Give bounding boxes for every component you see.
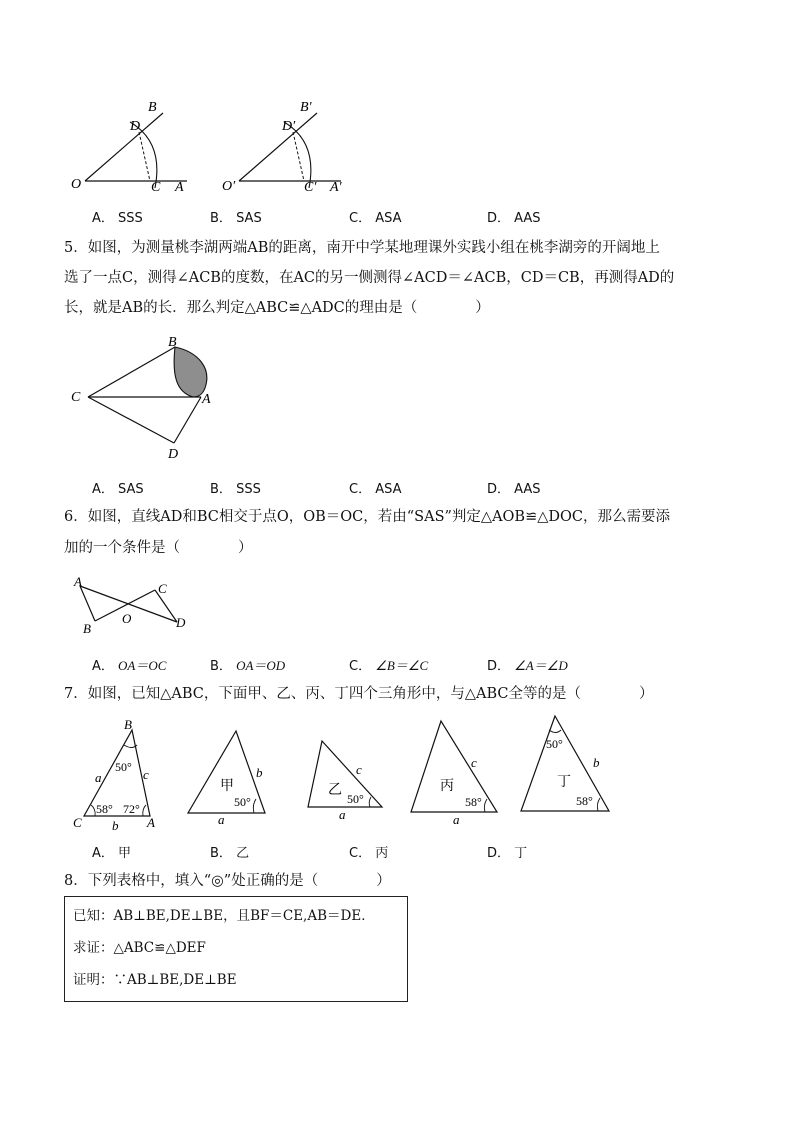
triangle-yi-name: 乙: [328, 783, 342, 798]
q7-figures: [60, 710, 630, 838]
angle-mark-yi: [369, 797, 371, 807]
option-text: ∠A＝∠D: [514, 658, 568, 673]
q8-prove: 求证：△ABC≌△DEF: [73, 940, 206, 956]
option-text: SAS: [118, 482, 144, 497]
option-letter: D．: [487, 211, 511, 226]
label-C: C: [151, 180, 161, 195]
q6-option-b[interactable]: [210, 655, 285, 674]
side-c: c: [471, 755, 477, 770]
label-A-prime: A′: [330, 180, 342, 195]
option-letter: B．: [210, 659, 232, 674]
q6-line-1: 6．如图，直线AD和BC相交于点O，OB＝OC，若由“SAS”判定△AOB≌△DOC，那么需要添: [64, 509, 670, 525]
angle-mark-A: [143, 805, 146, 816]
option-letter: A．: [92, 846, 114, 861]
q5-line-3: 长，就是AB的长．那么判定△ABC≌△ADC的理由是（ ）: [64, 300, 490, 316]
label-D-prime: D′: [282, 119, 296, 134]
ray-OB: [85, 113, 163, 181]
label-B: B: [83, 621, 91, 636]
side-b: b: [112, 818, 119, 833]
option-letter: A．: [92, 211, 114, 226]
q7-triangle-jia: [188, 731, 265, 827]
q4-figure-right: [222, 100, 343, 195]
side-c: c: [356, 762, 362, 777]
q8-proof-box: [64, 896, 408, 1002]
q4-option-b[interactable]: [210, 207, 262, 226]
option-text: SSS: [118, 211, 143, 226]
angle-value: 50°: [347, 792, 364, 806]
q5-option-b[interactable]: [210, 478, 261, 497]
q5-option-d[interactable]: [487, 478, 541, 497]
q4-figures: [60, 92, 380, 202]
option-letter: B．: [210, 846, 232, 861]
label-B: B: [148, 100, 157, 115]
q5-option-c[interactable]: [349, 478, 402, 497]
label-C: C: [158, 581, 167, 596]
q7-option-a[interactable]: [92, 842, 131, 861]
angle-mark-ding-right: [597, 798, 600, 811]
label-A: A: [202, 392, 211, 407]
q7-triangle-bing: [411, 721, 497, 827]
label-D: D: [176, 615, 186, 630]
q7-triangle-yi: [308, 741, 382, 822]
q5-figure: [62, 330, 222, 465]
label-A: A: [175, 180, 184, 195]
q6-option-a[interactable]: [92, 655, 166, 674]
option-letter: A．: [92, 482, 114, 497]
label-B: B: [168, 335, 177, 350]
q6-figure: [66, 572, 196, 638]
q6-line-2: 加的一个条件是（ ）: [64, 540, 253, 556]
side-c: c: [143, 767, 149, 782]
q8-known: 已知：AB⊥BE,DE⊥BE，且BF＝CE,AB＝DE．: [73, 908, 375, 924]
option-letter: C．: [349, 846, 372, 861]
option-text: SSS: [236, 482, 261, 497]
label-C: C: [73, 815, 82, 830]
side-b: b: [593, 755, 600, 770]
label-O: O: [71, 177, 82, 192]
q4-option-c[interactable]: [349, 207, 402, 226]
option-text: OA＝OD: [236, 658, 286, 673]
segment-AD: [174, 397, 201, 443]
angle-B-value: 50°: [115, 760, 132, 774]
triangle-bing-outline: [411, 721, 497, 812]
triangle-jia-outline: [188, 731, 265, 813]
option-letter: D．: [487, 846, 511, 861]
side-a: a: [339, 807, 346, 822]
side-a: a: [453, 812, 460, 827]
angle-mark-jia: [253, 799, 256, 813]
q7-line-1: 7．如图，已知△ABC，下面甲、乙、丙、丁四个三角形中，与△ABC全等的是（ ）: [64, 686, 654, 702]
q4-option-d[interactable]: [487, 207, 541, 226]
q8-line-1: 8．下列表格中，填入“◎”处正确的是（ ）: [64, 873, 391, 889]
q7-option-b[interactable]: [210, 842, 249, 861]
label-A: A: [74, 574, 82, 589]
option-letter: C．: [349, 482, 372, 497]
q5-line-1: 5．如图，为测量桃李湖两端AB的距离，南开中学某地理课外实践小组在桃李湖旁的开阔地上: [64, 240, 660, 256]
lake-shape: [174, 347, 207, 397]
angle-top-value: 50°: [546, 737, 563, 751]
label-D: D: [130, 119, 141, 134]
q6-option-d[interactable]: [487, 655, 568, 674]
side-a: a: [95, 770, 102, 785]
angle-mark-C: [91, 805, 95, 816]
q7-triangle-ding: [521, 716, 609, 811]
triangle-ding-name: 丁: [557, 775, 571, 790]
option-letter: A．: [92, 659, 114, 674]
option-text: 丁: [514, 846, 528, 861]
option-text: 乙: [236, 846, 250, 861]
option-letter: B．: [210, 211, 232, 226]
q7-option-d[interactable]: [487, 842, 527, 861]
angle-C-value: 58°: [96, 802, 113, 816]
angle-mark-ding-top: [549, 730, 561, 733]
label-B-prime: B′: [300, 100, 312, 115]
q6-option-c[interactable]: [349, 655, 428, 674]
label-B: B: [124, 717, 132, 732]
option-letter: C．: [349, 211, 372, 226]
angle-right-value: 58°: [576, 794, 593, 808]
option-text: SAS: [236, 211, 262, 226]
angle-mark-bing: [484, 799, 487, 812]
label-D: D: [168, 447, 179, 462]
option-text: AAS: [514, 482, 541, 497]
q7-option-c[interactable]: [349, 842, 388, 861]
q7-triangle-abc: [73, 717, 155, 833]
option-text: ∠B＝∠C: [375, 658, 429, 673]
option-letter: B．: [210, 482, 232, 497]
option-text: ASA: [375, 211, 402, 226]
ray-OB-prime: [239, 113, 317, 181]
option-letter: C．: [349, 659, 372, 674]
label-C: C: [71, 390, 81, 405]
q4-figure-left: [71, 100, 187, 195]
option-text: AAS: [514, 211, 541, 226]
option-text: ASA: [375, 482, 402, 497]
angle-value: 50°: [234, 795, 251, 809]
label-A: A: [147, 815, 155, 830]
angle-A-value: 72°: [123, 802, 140, 816]
q8-proof: 证明：∵AB⊥BE,DE⊥BE: [73, 972, 237, 988]
option-letter: D．: [487, 659, 511, 674]
option-letter: D．: [487, 482, 511, 497]
option-text: 甲: [118, 846, 132, 861]
option-text: OA＝OC: [118, 658, 167, 673]
segment-CD: [88, 397, 174, 443]
side-a: a: [218, 812, 225, 827]
label-C-prime: C′: [304, 180, 317, 195]
q4-option-a[interactable]: [92, 207, 143, 226]
q5-option-a[interactable]: [92, 478, 144, 497]
label-O: O: [122, 611, 132, 626]
triangle-jia-name: 甲: [220, 779, 234, 794]
side-b: b: [256, 765, 263, 780]
angle-value: 58°: [465, 795, 482, 809]
option-text: 丙: [375, 846, 389, 861]
triangle-bing-name: 丙: [440, 779, 454, 794]
segment-CB: [88, 347, 175, 397]
q5-line-2: 选了一点C，测得∠ACB的度数，在AC的另一侧测得∠ACD＝∠ACB，CD＝CB，再测得AD的: [64, 270, 675, 286]
label-O-prime: O′: [222, 179, 236, 194]
